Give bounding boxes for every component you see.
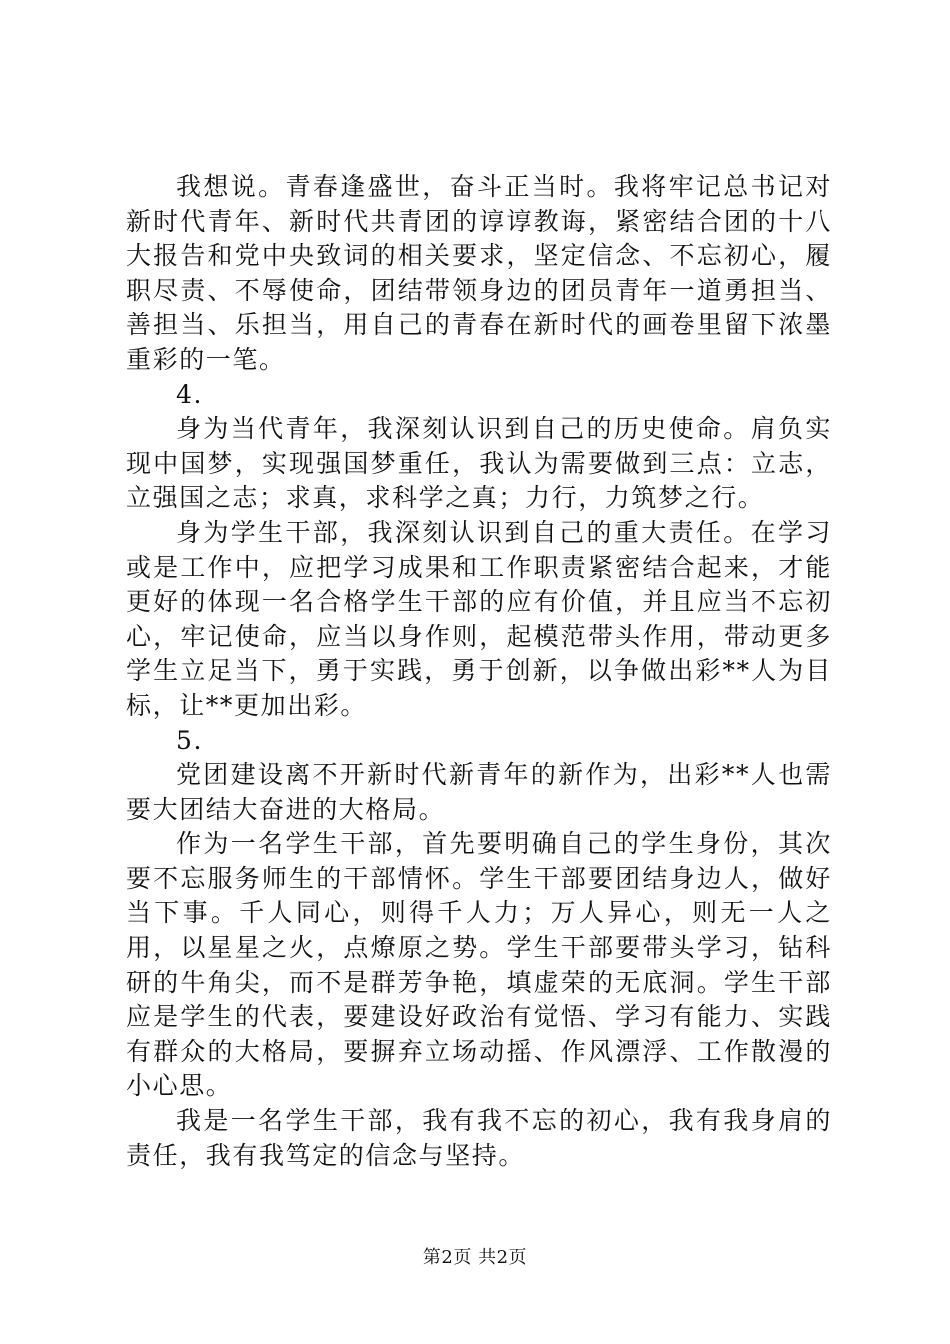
paragraph-cadre-duties: 作为一名学生干部，首先要明确自己的学生身份，其次要不忘服务师生的干部情怀。学生干部要团结身边人，做好当下事。千人同心，则得千人力；万人异心，则无一人之用，以星星之火，点燎原之势。学生干部要带头学习，钻科研的牛角尖，而不是群芳争艳，填虚荣的无底洞。学生干部应是学生的代表，要建设好政治有觉悟、学习有能力、实践有群众的大格局，要摒弃立场动摇、作风漂浮、工作散漫的小心思。: [126, 829, 832, 1101]
paragraph-youth-mission: 身为当代青年，我深刻认识到自己的历史使命。肩负实现中国梦，实现强国梦重任，我认为需要做到三点：立志，立强国之志；求真，求科学之真；力行，力筑梦之行。: [126, 414, 832, 513]
paragraph-conclusion: 我是一名学生干部，我有我不忘的初心，我有我身肩的责任，我有我笃定的信念与坚持。: [126, 1106, 832, 1170]
page-number-footer: 第2页 共2页: [422, 1247, 528, 1268]
paragraph-party-building: 党团建设离不开新时代新青年的新作为，出彩**人也需要大团结大奋进的大格局。: [126, 760, 832, 824]
document-body: [126, 170, 832, 1173]
section-number-4: 4.: [176, 379, 204, 409]
paragraph-closing-statement: 我想说。青春逢盛世，奋斗正当时。我将牢记总书记对新时代青年、新时代共青团的谆谆教诲，紧密结合团的十八大报告和党中央致词的相关要求，坚定信念、不忘初心，履职尽责、不辱使命，团结带领身边的团员青年一道勇担当、善担当、乐担当，用自己的青春在新时代的画卷里留下浓墨重彩的一笔。: [126, 172, 832, 374]
section-number-5: 5.: [176, 725, 204, 755]
paragraph-cadre-responsibility: 身为学生干部，我深刻认识到自己的重大责任。在学习或是工作中，应把学习成果和工作职责紧密结合起来，才能更好的体现一名合格学生干部的应有价值，并且应当不忘初心，牢记使命，应当以身作则，起模范带头作用，带动更多学生立足当下，勇于实践，勇于创新，以争做出彩**人为目标，让**更加出彩。: [126, 517, 832, 720]
